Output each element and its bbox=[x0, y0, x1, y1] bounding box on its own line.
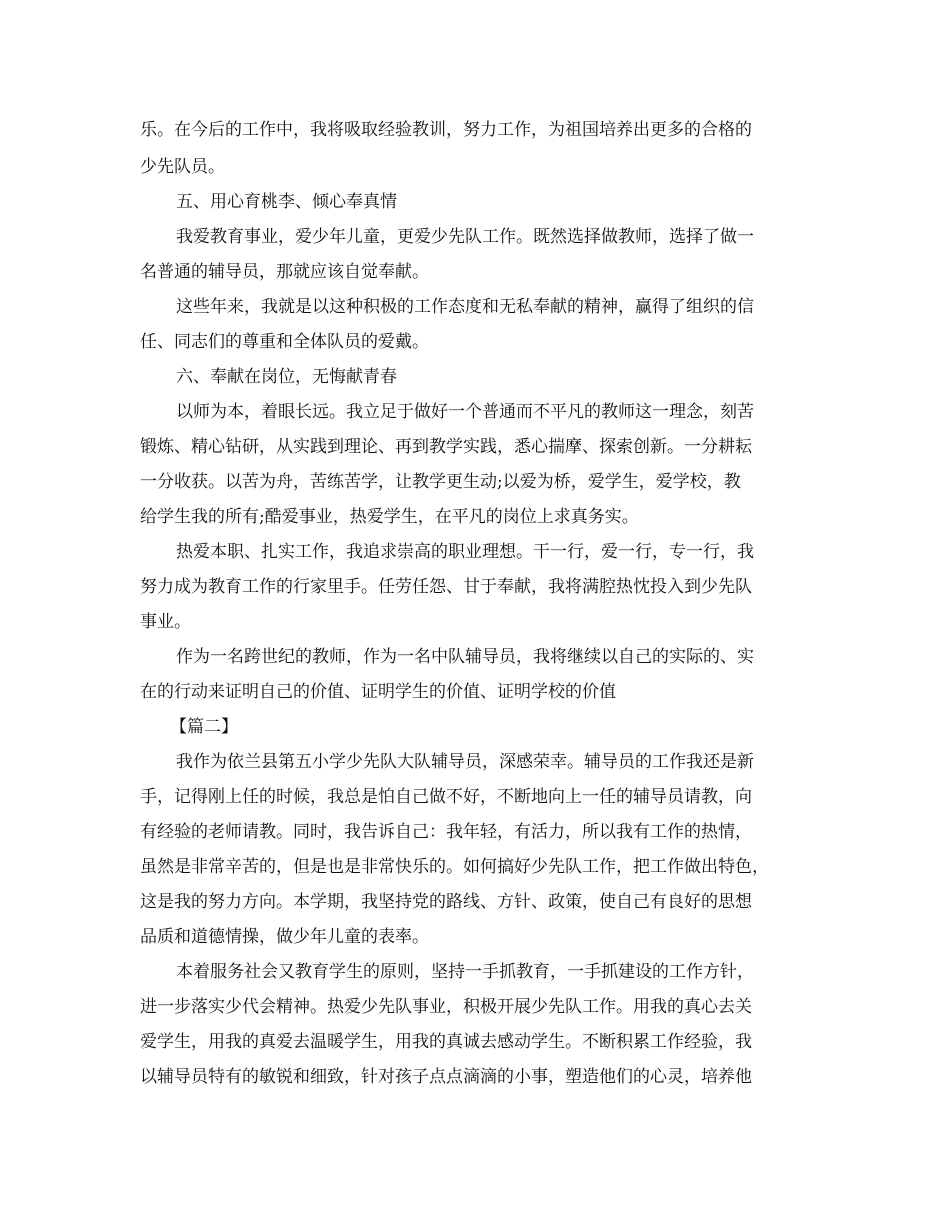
body-text-line: 任、同志们的尊重和全体队员的爱戴。 bbox=[140, 332, 429, 352]
body-text-line: 少先队员。 bbox=[140, 157, 225, 177]
body-text-line: 给学生我的所有;酷爱事业，热爱学生，在平凡的岗位上求真务实。 bbox=[140, 507, 639, 527]
body-text-line: 本着服务社会又教育学生的原则，坚持一手抓教育，一手抓建设的工作方针， bbox=[176, 962, 754, 982]
body-text-line: 进一步落实少代会精神。热爱少先队事业，积极开展少先队工作。用我的真心去关 bbox=[140, 997, 752, 1017]
body-text-line: 在的行动来证明自己的价值、证明学生的价值、证明学校的价值 bbox=[140, 682, 616, 702]
body-text-line: 乐。在今后的工作中，我将吸取经验教训，努力工作，为祖国培养出更多的合格的 bbox=[140, 120, 752, 140]
body-text-line: 这些年来，我就是以这种积极的工作态度和无私奉献的精神，赢得了组织的信 bbox=[176, 297, 754, 317]
body-text-line: 以辅导员特有的敏锐和细致，针对孩子点点滴滴的小事，塑造他们的心灵，培养他 bbox=[140, 1067, 752, 1087]
body-text-line: 事业。 bbox=[140, 612, 191, 632]
body-text-line: 热爱本职、扎实工作，我追求崇高的职业理想。干一行，爱一行，专一行，我 bbox=[176, 542, 754, 562]
body-text-line: 努力成为教育工作的行家里手。任劳任怨、甘于奉献，我将满腔热忱投入到少先队 bbox=[140, 577, 752, 597]
body-text-line: 以师为本，着眼长远。我立足于做好一个普通而不平凡的教师这一理念，刻苦 bbox=[176, 402, 754, 422]
section-heading: 五、用心育桃李、倾心奉真情 bbox=[176, 192, 397, 212]
body-text-line: 品质和道德情操，做少年儿童的表率。 bbox=[140, 927, 429, 947]
body-text-line: 作为一名跨世纪的教师，作为一名中队辅导员，我将继续以自己的实际的、实 bbox=[176, 647, 754, 667]
body-text-line: 我作为依兰县第五小学少先队大队辅导员，深感荣幸。辅导员的工作我还是新 bbox=[176, 752, 754, 772]
body-text-line: 锻炼、精心钻研，从实践到理论、再到教学实践，悉心揣摩、探索创新。一分耕耘 bbox=[140, 437, 752, 457]
chapter-heading: 【篇二】 bbox=[170, 717, 238, 737]
body-text-line: 爱学生，用我的真爱去温暖学生，用我的真诚去感动学生。不断积累工作经验，我 bbox=[140, 1032, 752, 1052]
body-text-line: 一分收获。以苦为舟，苦练苦学，让教学更生动;以爱为桥，爱学生，爱学校，教 bbox=[140, 472, 741, 492]
section-heading: 六、奉献在岗位，无悔献青春 bbox=[176, 367, 397, 387]
body-text-line: 有经验的老师请教。同时，我告诉自己：我年轻，有活力，所以我有工作的热情， bbox=[140, 822, 752, 842]
body-text-line: 我爱教育事业，爱少年儿童，更爱少先队工作。既然选择做教师，选择了做一 bbox=[176, 227, 754, 247]
body-text-line: 手，记得刚上任的时候，我总是怕自己做不好，不断地向上一任的辅导员请教，向 bbox=[140, 787, 752, 807]
body-text-line: 名普通的辅导员，那就应该自觉奉献。 bbox=[140, 262, 429, 282]
body-text-line: 虽然是非常辛苦的，但是也是非常快乐的。如何搞好少先队工作，把工作做出特色， bbox=[140, 857, 769, 877]
body-text-line: 这是我的努力方向。本学期，我坚持党的路线、方针、政策，使自己有良好的思想 bbox=[140, 892, 752, 912]
